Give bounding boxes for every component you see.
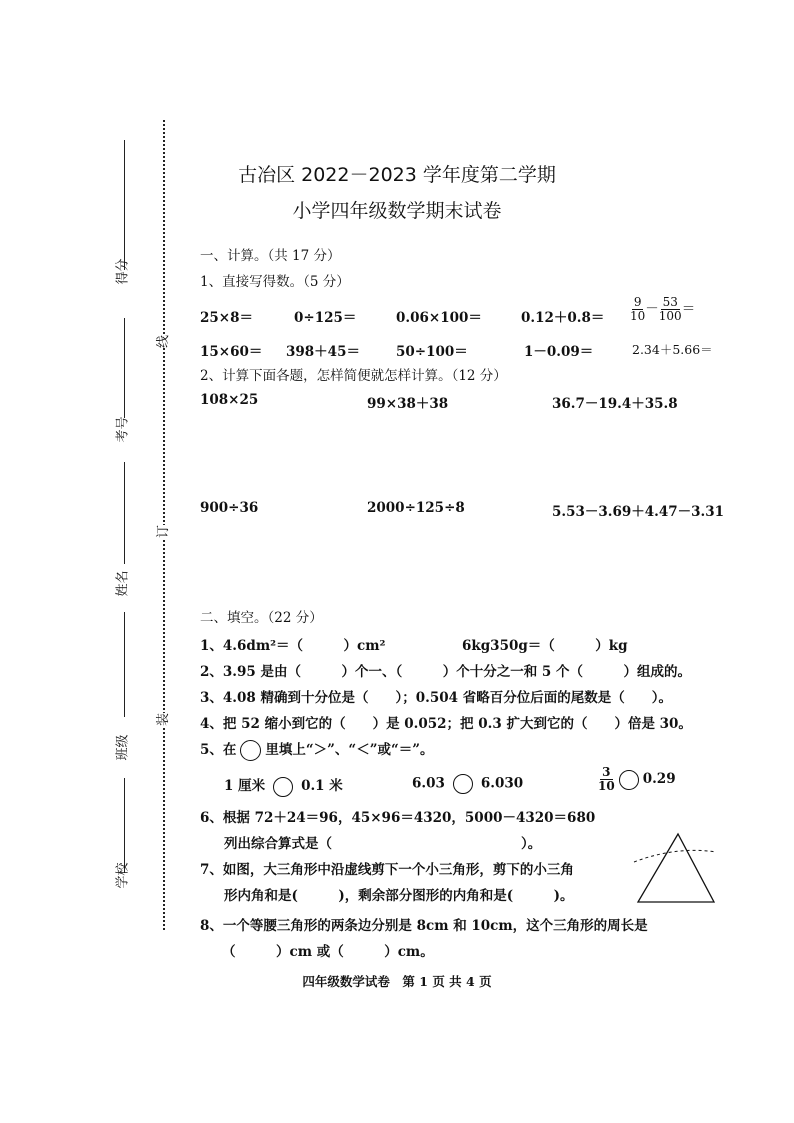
cut-word-staple: 订	[152, 525, 171, 538]
calc-problem: 36.7－19.4＋35.8	[552, 396, 678, 412]
school-label: 学校	[115, 862, 131, 889]
calc-problem: 5.53－3.69＋4.47－3.31	[552, 504, 725, 520]
name-label: 姓名	[115, 570, 131, 597]
name-line	[124, 462, 125, 564]
section1-q1-label: 1、直接写得数。（5 分）	[200, 274, 350, 290]
fill-question-1a: 1、4.6dm²＝（ ）cm²	[200, 638, 386, 654]
exam-title-line1: 古冶区 2022－2023 学年度第二学期	[238, 164, 556, 186]
fill-question-2: 2、3.95 是由（ ）个一、（ ）个十分之一和 5 个（ ）组成的。	[200, 664, 692, 680]
fill-question-8-line1: 8、一个等腰三角形的两条边分别是 8cm 和 10cm，这个三角形的周长是	[200, 918, 648, 934]
cut-word-bind: 装	[152, 713, 171, 726]
fill-question-4: 4、把 52 缩小到它的（ ）是 0.052；把 0.3 扩大到它的（ ）倍是 30。	[200, 716, 692, 732]
compare-item-3: $\frac{3}{10}$ 0.29	[598, 765, 676, 793]
compare-circle-icon[interactable]	[273, 777, 293, 797]
cut-word-line: 线	[152, 335, 171, 348]
triangle-cut-figure	[630, 830, 720, 906]
fill-question-1b: 6kg350g＝（ ）kg	[462, 638, 628, 654]
calc-item: 1－0.09＝	[524, 344, 594, 360]
section2-heading: 二、填空。（22 分）	[200, 610, 323, 626]
calc-item: 0.12＋0.8＝	[521, 310, 605, 326]
compare-circle-icon[interactable]	[619, 770, 639, 790]
calc-item: 15×60＝	[200, 344, 263, 360]
compare-item-2: 6.03 6.030	[412, 774, 523, 794]
calc-problem: 900÷36	[200, 500, 259, 516]
fill-question-6-line2: 列出综合算式是（ ）。	[224, 836, 542, 852]
compare-item-1: 1 厘米 0.1 米	[224, 774, 343, 797]
calc-problem: 108×25	[200, 392, 259, 408]
fill-question-8-line2: （ ）cm 或（ ）cm。	[222, 944, 434, 960]
section1-heading: 一、计算。（共 17 分）	[200, 248, 341, 264]
fill-question-6-line1: 6、根据 72＋24＝96，45×96＝4320，5000－4320＝680	[200, 810, 596, 826]
calc-item-fraction: $\frac{9}{10}$ － $\frac{53}{100}$ ＝	[630, 295, 696, 323]
exam-title-line2: 小学四年级数学期末试卷	[292, 200, 502, 222]
school-line	[124, 778, 125, 873]
exam-number-line	[124, 318, 125, 418]
fill-question-7-line1: 7、如图，大三角形中沿虚线剪下一个小三角形，剪下的小三角	[200, 862, 574, 878]
compare-circle-icon[interactable]	[453, 774, 473, 794]
score-label: 得分	[115, 258, 131, 285]
class-line	[124, 612, 125, 717]
calc-problem: 2000÷125÷8	[367, 500, 465, 516]
calc-item: 0÷125＝	[294, 310, 357, 326]
page-footer: 四年级数学试卷 第 1 页 共 4 页	[302, 974, 492, 989]
cut-dashed-line	[634, 850, 716, 862]
calc-item: 0.06×100＝	[396, 310, 482, 326]
fill-question-3: 3、4.08 精确到十分位是（ ）；0.504 省略百分位后面的尾数是（ ）。	[200, 690, 672, 706]
big-triangle	[638, 834, 714, 902]
fill-question-7-line2: 形内角和是( )，剩余部分图形的内角和是( )。	[224, 888, 574, 904]
calc-item: 398＋45＝	[286, 344, 360, 360]
section1-q2-label: 2、计算下面各题，怎样简便就怎样计算。（12 分）	[200, 368, 507, 384]
calc-item: 25×8＝	[200, 310, 253, 326]
calc-item: 50÷100＝	[396, 344, 468, 360]
calc-problem: 99×38＋38	[367, 396, 449, 412]
compare-circle-icon	[240, 740, 261, 761]
calc-item: 2.34＋5.66＝	[632, 342, 713, 357]
exam-number-label: 考号	[115, 416, 131, 443]
fill-question-5: 5、在 里填上“＞”、“＜”或“＝”。	[200, 738, 434, 761]
class-label: 班级	[115, 734, 131, 761]
